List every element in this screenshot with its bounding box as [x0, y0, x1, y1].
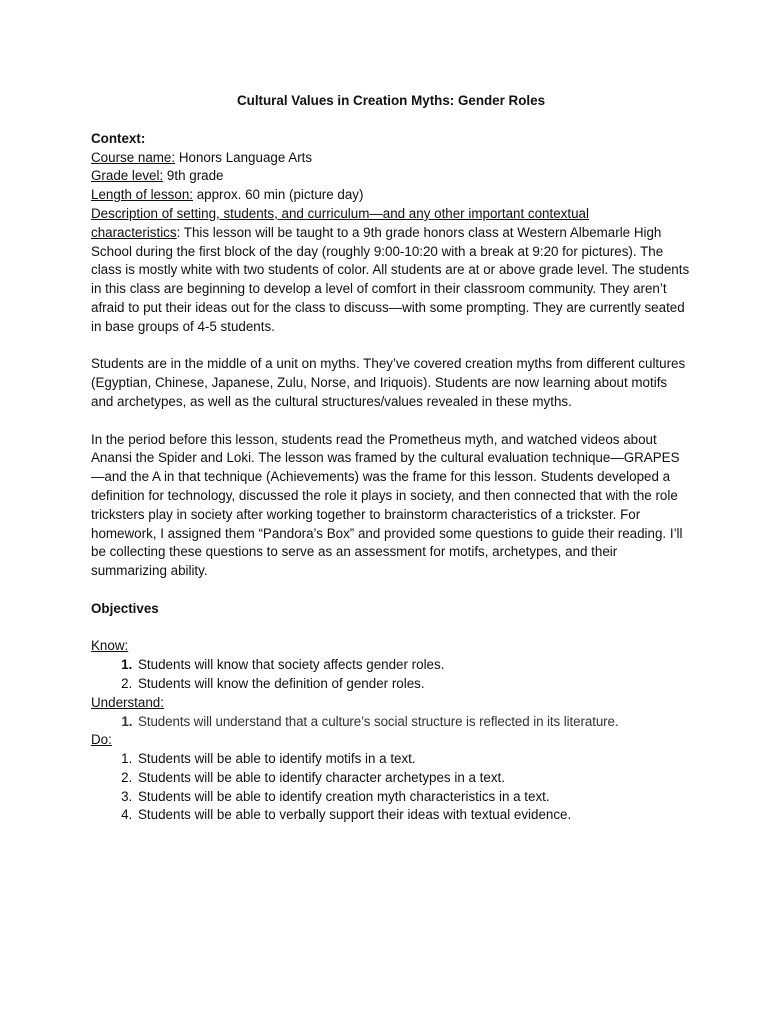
grade-level-line — [91, 167, 691, 186]
grade-level-value: 9th grade — [163, 168, 224, 184]
lesson-length-label: Length of lesson: — [91, 187, 193, 203]
know-list — [91, 656, 691, 694]
description-text: : This lesson will be taught to a 9th grade honors class at Western Albemarle High School during the first block of the day (roughly 9:00-10:20 with a break at 9:20 for pictures). The class is mostly white with two students of color. All students are at or above grade level. The students in this class are beginning to develop a level of comfort in their classroom community. They aren’t afraid to put their ideas out for the class to discuss—with some prompting. They are currently seated in base groups of 4-5 students. — [91, 224, 690, 334]
do-label: Do: — [91, 732, 112, 748]
course-name-line — [91, 149, 691, 168]
context-section — [91, 130, 691, 337]
know-label: Know: — [91, 638, 129, 654]
context-heading: Context: — [91, 130, 146, 146]
list-item: 1. Students will know that society affects gender roles. — [136, 656, 691, 675]
list-item: 4. Students will be able to verbally support their ideas with textual evidence. — [136, 806, 691, 825]
grade-level-label: Grade level: — [91, 168, 164, 184]
understand-list — [91, 713, 691, 732]
objectives-heading: Objectives — [91, 600, 159, 616]
description-label-line1: Description of setting, students, and curriculum—and any other important contextual — [91, 205, 589, 221]
unit-paragraph: Students are in the middle of a unit on myths. They’ve covered creation myths from different cultures (Egyptian, Chinese, Japanese, Zulu, Norse, and Iriquois). Students are now learning about motifs and archetypes, as well as the cultural structures/values revealed in these myths. — [91, 356, 686, 409]
course-name-label: Course name: — [91, 149, 176, 165]
list-item: 1. Students will understand that a culture’s social structure is reflected in its literature. — [136, 713, 691, 732]
list-item: 2. Students will know the definition of gender roles. — [136, 675, 691, 694]
spacer — [91, 619, 691, 638]
course-name-value: Honors Language Arts — [175, 149, 313, 165]
document-title: Cultural Values in Creation Myths: Gender Roles — [236, 93, 546, 108]
description-paragraph — [91, 205, 691, 337]
list-item: 1. Students will be able to identify motifs in a text. — [136, 750, 691, 769]
do-list — [91, 750, 691, 825]
description-label-line2: characteristics — [91, 224, 177, 240]
objectives-section — [91, 600, 691, 826]
list-item: 2. Students will be able to identify character archetypes in a text. — [136, 769, 691, 788]
list-item: 3. Students will be able to identify creation myth characteristics in a text. — [136, 788, 691, 807]
document-page — [91, 92, 691, 825]
understand-label: Understand: — [91, 694, 164, 710]
lesson-length-value: approx. 60 min (picture day) — [193, 187, 364, 203]
lesson-length-line — [91, 186, 691, 205]
prior-lesson-paragraph: In the period before this lesson, students read the Prometheus myth, and watched videos about Anansi the Spider and Loki. The lesson was framed by the cultural evaluation technique—GRAPES—and the A in that technique (Achievements) was the frame for this lesson. Students developed a definition for technology, discussed the role it plays in society, and then connected that with the role tricksters play in society after working together to brainstorm characteristics of a trickster. For homework, I assigned them “Pandora’s Box” and provided some questions to guide their reading. I’ll be collecting these questions to serve as an assessment for motifs, archetypes, and their summarizing ability. — [91, 431, 683, 579]
